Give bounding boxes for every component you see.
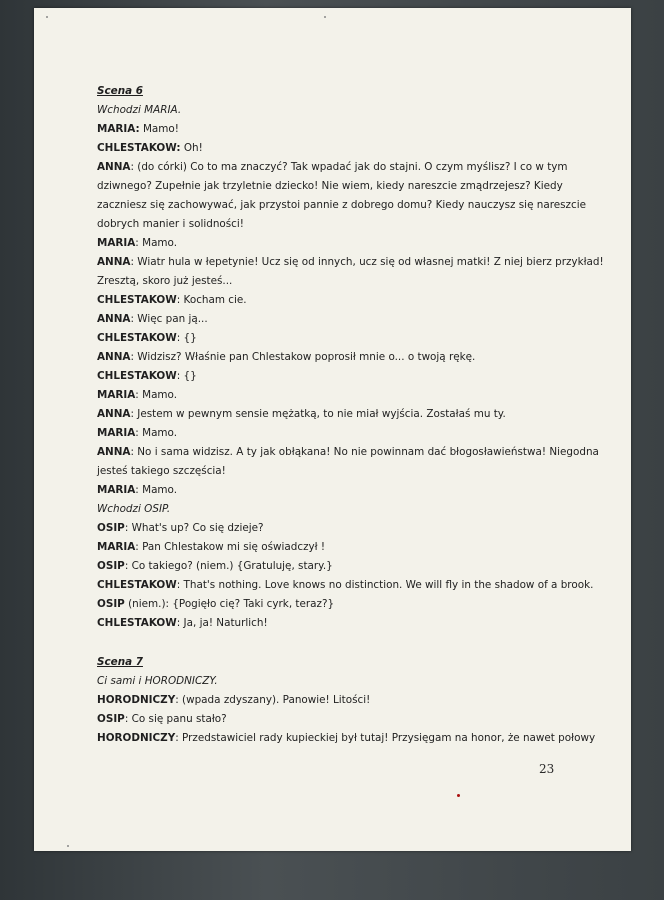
dialogue-line <box>97 329 567 348</box>
dialogue-line <box>97 139 567 158</box>
dialogue-line <box>97 519 567 538</box>
speaker-name: ANNA <box>97 256 131 268</box>
dialogue-text: : Przedstawiciel rady kupieckiej był tutaj! Przysięgam na honor, że nawet połowy <box>175 732 596 744</box>
dialogue-line <box>97 481 567 500</box>
speaker-name: MARIA <box>97 484 136 496</box>
dialogue-text: : Co się panu stało? <box>124 713 227 725</box>
dialogue-text: : Wiatr hula w łepetynie! Ucz się od innych, ucz się od własnej matki! Z niej bierz przykład! <box>130 256 604 268</box>
dialogue-text: : Jestem w pewnym sensie mężatką, to nie miał wyjścia. Zostałaś mu ty. <box>130 408 506 420</box>
dialogue-line <box>97 538 567 557</box>
speaker-name: CHLESTAKOW <box>97 617 177 629</box>
dialogue-line <box>97 710 567 729</box>
speaker-name: CHLESTAKOW: <box>97 142 181 154</box>
speaker-name: OSIP <box>97 713 125 725</box>
dialogue-text: : Mamo. <box>135 237 178 249</box>
speaker-name: HORODNICZY <box>97 732 176 744</box>
dialogue-line <box>97 386 567 405</box>
dialogue-line <box>97 614 567 633</box>
dialogue-line <box>97 367 567 386</box>
dialogue-text: : Kocham cie. <box>176 294 247 306</box>
page-number: 23 <box>539 762 555 776</box>
dialogue-continuation: jesteś takiego szczęścia! <box>97 465 226 477</box>
dialogue-line <box>97 424 567 443</box>
speaker-name: MARIA <box>97 237 136 249</box>
document-page <box>34 8 631 851</box>
dialogue-line <box>97 348 567 367</box>
dialogue-continuation: dziwnego? Zupełnie jak trzyletnie dziecko! Nie wiem, kiedy nareszcie zmądrzejesz? Kiedy <box>97 180 563 192</box>
dialogue-text: : {} <box>176 370 197 382</box>
speaker-name: MARIA: <box>97 123 140 135</box>
ink-mark <box>457 794 460 797</box>
dialogue-continuation: zaczniesz się zachowywać, jak przystoi pannie z dobrego domu? Kiedy nauczysz się nareszcie <box>97 199 587 211</box>
dialogue-line <box>97 595 567 614</box>
stage-direction: Wchodzi OSIP. <box>97 503 171 515</box>
dust-speck <box>324 16 326 18</box>
dialogue-text: : No i sama widzisz. A ty jak obłąkana! No nie powinnam dać błogosławieństwa! Niegodna <box>130 446 599 458</box>
stage-direction: Wchodzi MARIA. <box>97 104 182 116</box>
dialogue-text: (niem.): {Pogięło cię? Taki cyrk, teraz?} <box>124 598 335 610</box>
speaker-name: ANNA <box>97 161 131 173</box>
dialogue-continuation: dobrych manier i solidności! <box>97 218 244 230</box>
dialogue-continuation: Zresztą, skoro już jesteś... <box>97 275 233 287</box>
dialogue-text: : (do córki) Co to ma znaczyć? Tak wpadać jak do stajni. O czym myślisz? I co w tym <box>130 161 568 173</box>
dialogue-line <box>97 234 567 253</box>
speaker-name: MARIA <box>97 389 136 401</box>
dust-speck <box>67 845 69 847</box>
dialogue-text: : Ja, ja! Naturlich! <box>176 617 268 629</box>
scene-7-dialogue <box>97 691 596 748</box>
speaker-name: MARIA <box>97 541 136 553</box>
script-text <box>97 82 604 748</box>
dialogue-line <box>97 729 596 748</box>
dialogue-text: : Pan Chlestakow mi się oświadczył ! <box>135 541 326 553</box>
stage-direction: Ci sami i HORODNICZY. <box>97 675 218 687</box>
speaker-name: HORODNICZY <box>97 694 176 706</box>
speaker-name: OSIP <box>97 598 125 610</box>
speaker-name: MARIA <box>97 427 136 439</box>
speaker-name: OSIP <box>97 522 125 534</box>
dialogue-line <box>97 691 567 710</box>
dialogue-text: : Więc pan ją... <box>130 313 208 325</box>
dialogue-line <box>97 310 567 329</box>
dialogue-text: : Mamo. <box>135 427 178 439</box>
dialogue-line <box>97 120 567 139</box>
scene-6-dialogue-continued <box>97 519 594 633</box>
scene-6-dialogue <box>97 120 604 500</box>
dust-speck <box>46 16 48 18</box>
dialogue-line <box>97 253 604 272</box>
speaker-name: ANNA <box>97 313 131 325</box>
dialogue-text: : That's nothing. Love knows no distinction. We will fly in the shadow of a brook. <box>176 579 594 591</box>
dialogue-line <box>97 557 567 576</box>
dialogue-line <box>97 443 599 462</box>
dialogue-text: : Mamo. <box>135 484 178 496</box>
dialogue-text: : (wpada zdyszany). Panowie! Litości! <box>175 694 371 706</box>
speaker-name: ANNA <box>97 351 131 363</box>
dialogue-text: : Co takiego? (niem.) {Gratuluję, stary.} <box>124 560 333 572</box>
speaker-name: CHLESTAKOW <box>97 370 177 382</box>
dialogue-line <box>97 576 594 595</box>
speaker-name: ANNA <box>97 446 131 458</box>
scene-7-heading: Scena 7 <box>97 656 143 668</box>
speaker-name: OSIP <box>97 560 125 572</box>
dialogue-text: Mamo! <box>139 123 179 135</box>
dialogue-text: : Widzisz? Właśnie pan Chlestakow poprosił mnie o... o twoją rękę. <box>130 351 476 363</box>
scene-6-heading: Scena 6 <box>97 85 143 97</box>
dialogue-text: : {} <box>176 332 197 344</box>
dialogue-text: Oh! <box>180 142 203 154</box>
dialogue-line <box>97 158 567 177</box>
dialogue-line <box>97 405 567 424</box>
speaker-name: CHLESTAKOW <box>97 332 177 344</box>
speaker-name: ANNA <box>97 408 131 420</box>
speaker-name: CHLESTAKOW <box>97 579 177 591</box>
dialogue-line <box>97 291 567 310</box>
dialogue-text: : Mamo. <box>135 389 178 401</box>
dialogue-text: : What's up? Co się dzieje? <box>124 522 264 534</box>
speaker-name: CHLESTAKOW <box>97 294 177 306</box>
